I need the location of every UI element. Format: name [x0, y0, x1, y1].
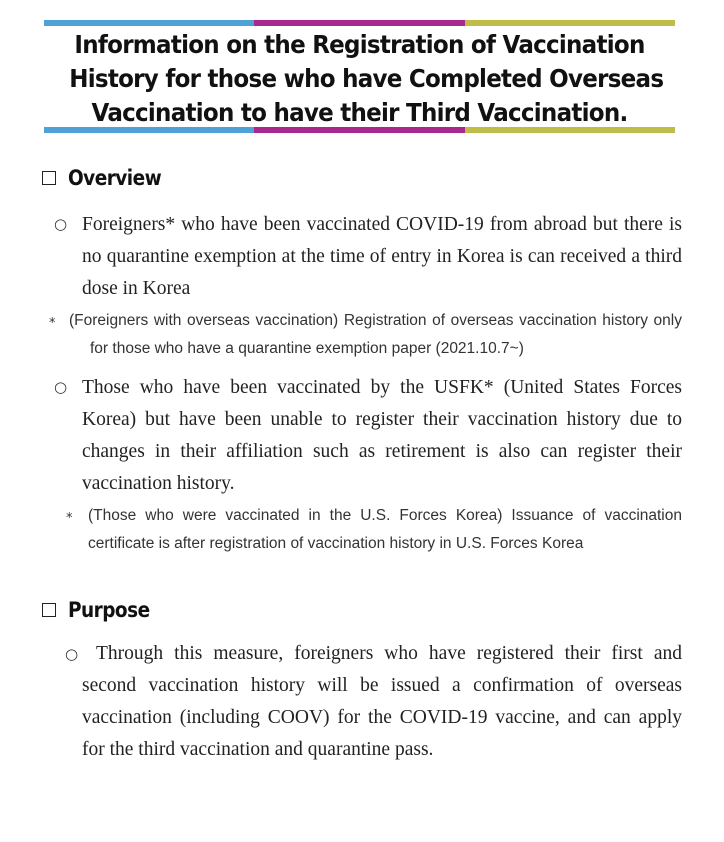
title-line-2: History for those who have Completed Overseas: [69, 64, 664, 93]
bar-segment-blue: [44, 20, 254, 26]
bottom-color-bar: [44, 127, 675, 133]
title-line-3: Vaccination to have their Third Vaccination.: [91, 98, 628, 127]
overview-item-1-note: [69, 307, 682, 363]
page-title: [69, 28, 664, 130]
purpose-heading: [42, 598, 161, 622]
bar-segment-magenta: [254, 20, 464, 26]
asterisk-note-marker: *: [49, 316, 56, 331]
circle-bullet-icon: ○: [54, 378, 68, 396]
overview-item-1-note-text: (Foreigners with overseas vaccination) Registration of overseas vaccination history only for those who have a quarantine exemption paper (2021.10.7~): [69, 312, 682, 357]
overview-item-2-note: (Those who were vaccinated in the U.S. Forces Korea) Issuance of vaccination certificate is after registration of vaccination history in U.S. Forces Korea: [88, 507, 682, 552]
overview-item-1-text: Foreigners* who have been vaccinated COVID-19 from abroad but there is no quarantine exemption at the time of entry in Korea is can received a third dose in Korea: [82, 214, 682, 299]
title-line-1: Information on the Registration of Vaccination: [74, 30, 645, 59]
overview-heading: [42, 166, 174, 190]
overview-item-2-text: Those who have been vaccinated by the USFK* (United States Forces Korea) but have been unable to register their vaccination history due to changes in their affiliation such as retirement is also can register their vaccination history.: [82, 377, 682, 494]
circle-bullet-icon: ○: [65, 645, 79, 663]
checkbox-icon: [42, 171, 56, 185]
asterisk-note-marker: *: [66, 511, 73, 526]
bar-segment-olive: [465, 20, 675, 26]
bar-segment-magenta: [254, 127, 464, 133]
overview-heading-text: Overview: [68, 166, 162, 190]
top-color-bar: [44, 20, 675, 26]
bar-segment-olive: [465, 127, 675, 133]
circle-bullet-icon: ○: [54, 215, 68, 233]
checkbox-icon: [42, 603, 56, 617]
bar-segment-blue: [44, 127, 254, 133]
purpose-heading-text: Purpose: [68, 598, 150, 622]
purpose-item-1-text: Through this measure, foreigners who have registered their first and second vaccination history will be issued a confirmation of overseas vaccination (including COOV) for the COVID-19 vaccine, and can apply for the third vaccination and quarantine pass.: [82, 643, 682, 760]
